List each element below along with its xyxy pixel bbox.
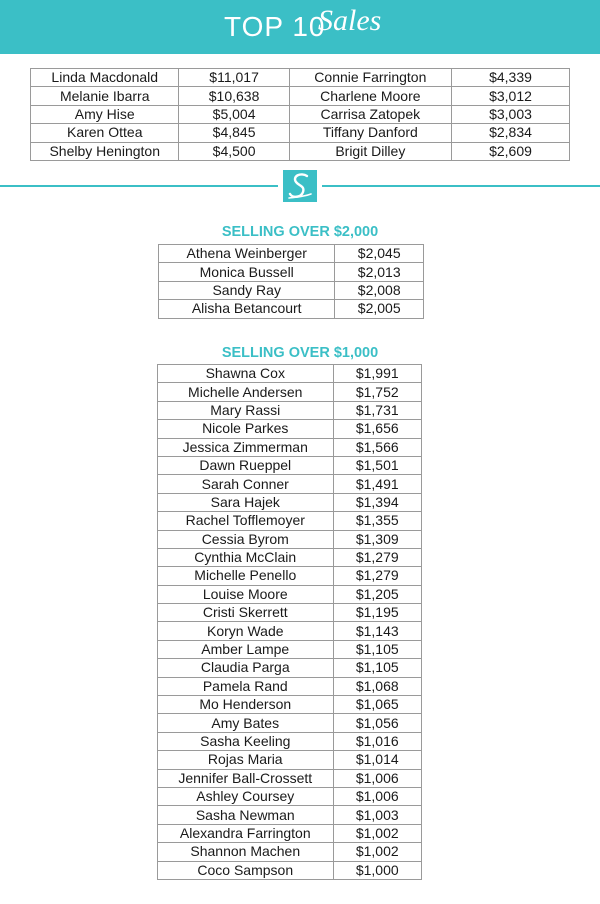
seller-name: Mary Rassi [158,401,334,419]
seller-name: Alisha Betancourt [159,300,335,318]
seller-name: Sasha Newman [158,806,334,824]
seller-name: Rojas Maria [158,751,334,769]
heading-over-2000: SELLING OVER $2,000 [221,224,379,240]
seller-name: Coco Sampson [158,861,334,879]
seller-name: Michelle Andersen [158,383,334,401]
seller-name: Athena Weinberger [159,245,335,263]
sales-amount: $1,309 [333,530,421,548]
sales-amount: $2,008 [335,281,424,299]
sales-amount: $1,731 [333,401,421,419]
table-row [158,677,422,695]
seller-name: Nicole Parkes [158,420,334,438]
sales-amount: $2,609 [451,142,569,160]
seller-name: Dawn Rueppel [158,456,334,474]
over-2000-table [158,244,424,319]
sales-amount: $4,339 [451,69,569,87]
seller-name: Charlene Moore [289,87,451,105]
table-row [31,69,570,87]
seller-name: Sarah Conner [158,475,334,493]
table-row [158,365,422,383]
seller-name: Pamela Rand [158,677,334,695]
seller-name: Carrisa Zatopek [289,105,451,123]
table-row [158,696,422,714]
table-row [158,806,422,824]
seller-name: Amy Hise [31,105,179,123]
divider-line-left [0,185,278,187]
seller-name: Linda Macdonald [31,69,179,87]
sales-amount: $1,065 [333,696,421,714]
table-row [158,714,422,732]
table-row [158,548,422,566]
table-row [158,438,422,456]
seller-name: Mo Henderson [158,696,334,714]
table-row [159,245,424,263]
table-row [158,383,422,401]
sales-amount: $3,012 [451,87,569,105]
header-banner [0,0,600,54]
table-row [158,659,422,677]
sales-amount: $1,752 [333,383,421,401]
sales-amount: $1,105 [333,640,421,658]
sales-amount: $1,014 [333,751,421,769]
sales-amount: $1,105 [333,659,421,677]
sales-amount: $1,991 [333,365,421,383]
table-row [31,87,570,105]
seller-name: Brigit Dilley [289,142,451,160]
seller-name: Claudia Parga [158,659,334,677]
seller-name: Louise Moore [158,585,334,603]
title-top10: TOP 10 [224,11,326,42]
sales-amount: $1,000 [333,861,421,879]
sales-amount: $1,195 [333,604,421,622]
divider-line-right [322,185,600,187]
table-row [31,124,570,142]
sales-amount: $1,068 [333,677,421,695]
sales-amount: $1,491 [333,475,421,493]
table-row [158,604,422,622]
sales-amount: $11,017 [179,69,289,87]
seller-name: Cynthia McClain [158,548,334,566]
seller-name: Shelby Henington [31,142,179,160]
seller-name: Rachel Tofflemoyer [158,512,334,530]
seller-name: Jennifer Ball-Crossett [158,769,334,787]
sales-amount: $4,500 [179,142,289,160]
sales-amount: $1,003 [333,806,421,824]
sales-amount: $3,003 [451,105,569,123]
seller-name: Melanie Ibarra [31,87,179,105]
table-row [159,281,424,299]
heading-over-1000: SELLING OVER $1,000 [221,345,379,361]
table-row [158,475,422,493]
top10-table [30,68,570,161]
table-row [31,105,570,123]
seller-name: Cessia Byrom [158,530,334,548]
seller-name: Amber Lampe [158,640,334,658]
sales-amount: $1,656 [333,420,421,438]
table-row [158,769,422,787]
table-row [31,142,570,160]
seller-name: Amy Bates [158,714,334,732]
seller-name: Alexandra Farrington [158,824,334,842]
seller-name: Michelle Penello [158,567,334,585]
sales-amount: $1,143 [333,622,421,640]
table-row [158,420,422,438]
sales-amount: $1,016 [333,732,421,750]
table-row [158,567,422,585]
sales-amount: $1,279 [333,548,421,566]
table-row [158,622,422,640]
sales-amount: $1,394 [333,493,421,511]
table-row [158,843,422,861]
table-row [158,530,422,548]
table-row [158,585,422,603]
title-sales-script: Sales [318,4,382,37]
sales-amount: $5,004 [179,105,289,123]
sales-amount: $1,006 [333,787,421,805]
sales-amount: $10,638 [179,87,289,105]
table-row [158,861,422,879]
sales-amount: $2,005 [335,300,424,318]
seller-name: Shawna Cox [158,365,334,383]
sales-amount: $1,002 [333,843,421,861]
seller-name: Shannon Machen [158,843,334,861]
sales-amount: $2,013 [335,263,424,281]
sales-amount: $1,002 [333,824,421,842]
seller-name: Monica Bussell [159,263,335,281]
sales-amount: $1,006 [333,769,421,787]
sales-amount: $1,056 [333,714,421,732]
sales-amount: $1,279 [333,567,421,585]
seller-name: Koryn Wade [158,622,334,640]
sales-amount: $2,834 [451,124,569,142]
table-row [159,263,424,281]
seller-name: Cristi Skerrett [158,604,334,622]
seller-name: Sandy Ray [159,281,335,299]
table-row [158,493,422,511]
table-row [158,401,422,419]
sales-amount: $1,501 [333,456,421,474]
seller-name: Tiffany Danford [289,124,451,142]
script-s-logo-icon [283,170,317,202]
table-row [158,787,422,805]
table-row [158,824,422,842]
sales-amount: $1,566 [333,438,421,456]
table-row [158,512,422,530]
seller-name: Connie Farrington [289,69,451,87]
sales-amount: $4,845 [179,124,289,142]
table-row [158,732,422,750]
table-row [158,456,422,474]
sales-amount: $1,355 [333,512,421,530]
table-row [158,640,422,658]
seller-name: Karen Ottea [31,124,179,142]
table-row [159,300,424,318]
sales-amount: $2,045 [335,245,424,263]
seller-name: Jessica Zimmerman [158,438,334,456]
seller-name: Ashley Coursey [158,787,334,805]
sales-amount: $1,205 [333,585,421,603]
seller-name: Sasha Keeling [158,732,334,750]
table-row [158,751,422,769]
seller-name: Sara Hajek [158,493,334,511]
over-1000-table [157,364,422,880]
